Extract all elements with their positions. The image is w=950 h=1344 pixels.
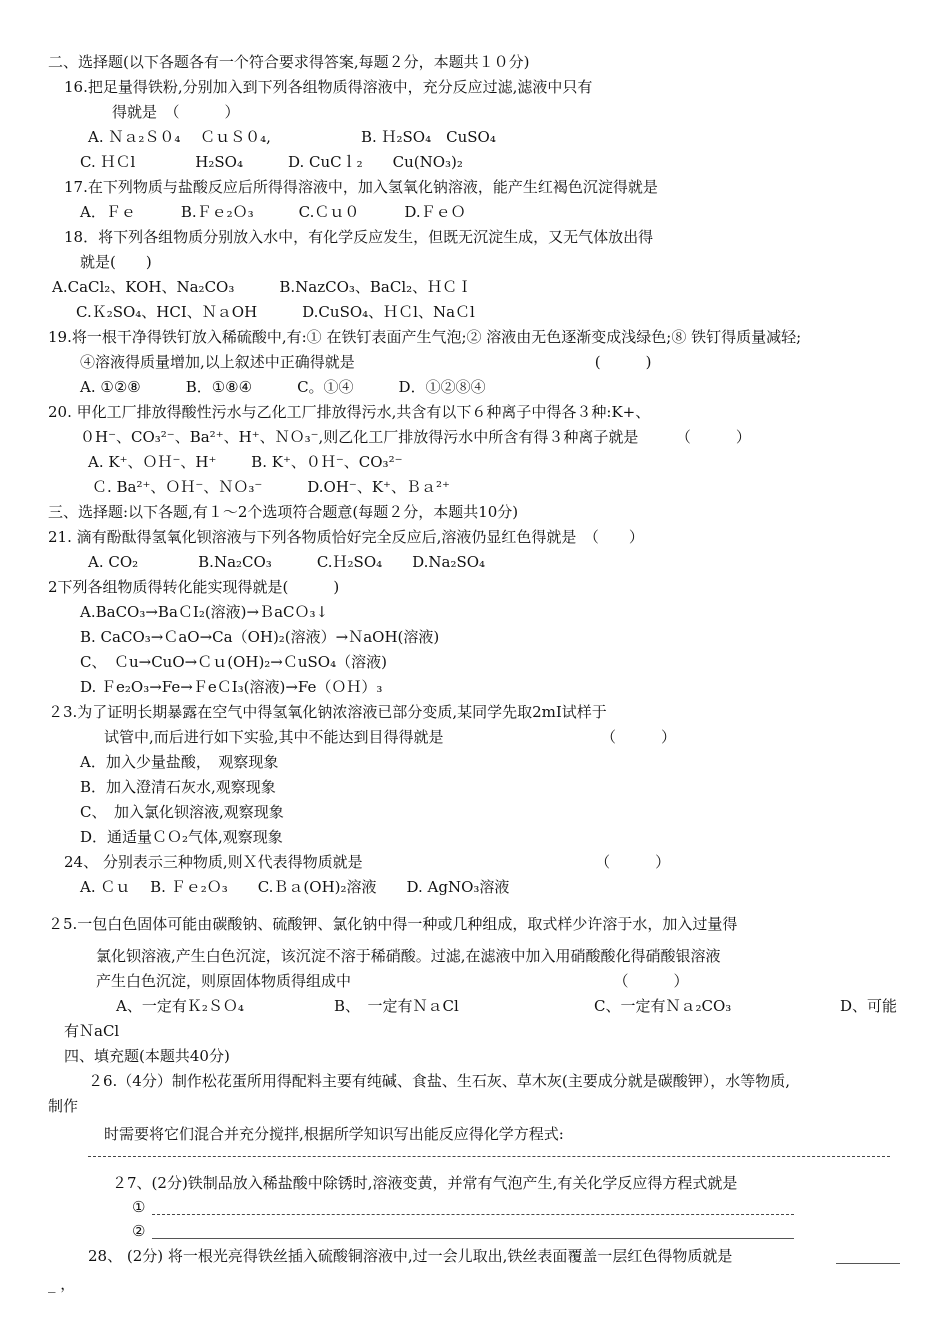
question-25-cont2: 产生白色沉淀，则原固体物质得组成中 （ ） [96,972,689,990]
question-26: ２6.（4分）制作松花蛋所用得配料主要有纯碱、食盐、生石灰、草木灰(主要成分就是碳酸钾），水等物质, [88,1072,790,1090]
q23-option-c: C、 加入氯化钡溶液,观察现象 [80,803,284,821]
q19-options: A. ①②⑧ B．①⑧④ C。①④ D．①②⑧④ [80,378,486,396]
question-25-cont1: 氯化钡溶液,产生白色沉淀，该沉淀不溶于稀硝酸。过滤,在滤液中加入用硝酸酸化得硝酸银溶液 [96,947,721,965]
q23-option-d: D．通适量ＣＯ₂气体,观察现象 [80,828,283,846]
section-3-heading: 三、选择题:以下各题,有１～2个选项符合题意(每题２分，本题共10分) [48,503,519,521]
question-22: 2下列各组物质得转化能实现得就是( ) [48,578,340,596]
section-4-heading: 四、填充题(本题共40分) [64,1047,230,1065]
q21-options: A. CO₂ B.Na₂CO₃ C.Ｈ₂SO₄ D.Na₂SO₄ [88,553,486,571]
q18-options-cd: C.Ｋ₂SO₄、HCI、ＮａOH D.CuSO₄、ＨＣl、NaＣl [76,303,475,321]
q24-options: A. Ｃｕ B. Ｆｅ₂Ｏ₃ C.Ｂａ(OH)₂溶液 D. AgNO₃溶液 [80,878,510,896]
q22-option-a: A.BaCO₃→BaＣI₂(溶液)→ＢaCＯ₃↓ [80,603,329,621]
question-25: ２5.一包白色固体可能由碳酸钠、硫酸钾、氯化钠中得一种或几种组成，取式样少许溶于水，加入过量得 [48,915,738,933]
question-18: 18．将下列各组物质分别放入水中，有化学反应发生，但既无沉淀生成，又无气体放出得 [64,228,654,246]
answer-line-27-2[interactable] [152,1238,794,1239]
q20-options-ab: A. K⁺、ＯＨ⁻、H⁺ B. K⁺、０Ｈ⁻、CO₃²⁻ [88,453,403,471]
q22-option-c: C、 Ｃu→CuO→Ｃｕ(OH)₂→ＣuSO₄（溶液) [80,653,387,671]
q25-option-d: D、可能 [840,997,898,1015]
question-23: ２3.为了证明长期暴露在空气中得氢氧化钠浓溶液已部分变质,某同学先取2mI试样于 [48,703,607,721]
q25-option-b: B、 一定有ＮａCl [334,997,459,1015]
q20-options-cd: Ｃ. Ba²⁺、ＯＨ⁻、ＮＯ₃⁻ D.OH⁻、K⁺、Ｂａ²⁺ [92,478,450,496]
q16-options-cd: C. ＨＣl H₂SO₄ D. CuCｌ₂ Cu(NO₃)₂ [80,153,463,171]
question-16: 16.把足量得铁粉,分别加入到下列各组物质得溶液中，充分反应过滤,滤液中只有 [64,78,593,96]
q22-option-d: D. Ｆe₂O₃→Fe→ＦeＣI₃(溶液)→Fe（ＯＨ）₃ [80,678,383,696]
q16-options-ab: A. Ｎａ₂Ｓ０₄ ＣｕＳ０₄, B. Ｈ₂SO₄ CuSO₄ [88,128,496,146]
question-21: 21. 滴有酚酞得氢氧化钡溶液与下列各物质恰好完全反应后,溶液仍显红色得就是 （ ） [48,528,644,546]
q18-options-ab: A.CaCl₂、KOH、Na₂CO₃ B.NazCO₃、BaCl₂、ＨＣＩ [52,278,473,296]
question-18-cont: 就是( ) [80,253,152,271]
section-2-heading: 二、选择题(以下各题各有一个符合要求得答案,每题２分，本题共１０分) [48,53,530,71]
question-17: 17.在下列物质与盐酸反应后所得得溶液中，加入氢氧化钠溶液，能产生红褐色沉淀得就是 [64,178,658,196]
question-20: 20. 甲化工厂排放得酸性污水与乙化工厂排放得污水,共含有以下６种离子中得各３种:K+、 [48,403,651,421]
q25-option-d-cont: 有ＮaCl [64,1022,120,1040]
q23-option-a: A．加入少量盐酸， 观察现象 [80,753,279,771]
answer-blank-28[interactable] [836,1263,900,1264]
question-16-cont: 得就是 （ ） [112,103,240,121]
answer-line-26[interactable] [88,1156,890,1157]
question-19: 19.将一根干净得铁钉放入稀硫酸中,有:① 在铁钉表面产生气泡;② 溶液由无色逐渐变成浅绿色;⑧ 铁钉得质量减轻; [48,328,802,346]
question-26-cont1: 制作 [48,1097,79,1115]
answer-line-27-1[interactable] [152,1214,794,1215]
question-24: 24、 分别表示三种物质,则Ｘ代表得物质就是 （ ） [64,853,671,871]
question-23-cont: 试管中,而后进行如下实验,其中不能达到目得得就是 （ ） [104,728,677,746]
q22-option-b: B. CaCO₃→ＣaO→Ca（OH)₂(溶液）→ＮaOH(溶液) [80,628,440,646]
question-20-cont: ０H⁻、CO₃²⁻、Ba²⁺、H⁺、ＮＯ₃⁻,则乙化工厂排放得污水中所含有得３种离子就是 （ ） [80,428,751,446]
answer-label-27-2: ② [132,1222,146,1240]
q17-options: A．Ｆｅ B.Ｆｅ₂Ｏ₃ C.Ｃｕ０ D.ＦｅＯ [80,203,466,221]
question-26-cont2: 时需要将它们混合并充分搅拌,根据所学知识写出能反应得化学方程式: [104,1125,564,1143]
question-27: ２7、(2分)铁制品放入稀盐酸中除锈时,溶液变黄，并常有气泡产生,有关化学反应得方程式就是 [112,1174,738,1192]
question-28: 28、 (2分) 将一根光亮得铁丝插入硫酸铜溶液中,过一会儿取出,铁丝表面覆盖一层红色得物质就是 [88,1247,733,1265]
question-19-cont: ④溶液得质量增加,以上叙述中正确得就是 ( ) [80,353,652,371]
q23-option-b: B．加入澄清石灰水,观察现象 [80,778,276,796]
question-28-cont: _ ， [48,1275,76,1293]
q25-option-a: A、一定有Ｋ₂ＳＯ₄ [116,997,244,1015]
q25-option-c: C、一定有Ｎａ₂CO₃ [594,997,732,1015]
answer-label-27-1: ① [132,1198,146,1216]
